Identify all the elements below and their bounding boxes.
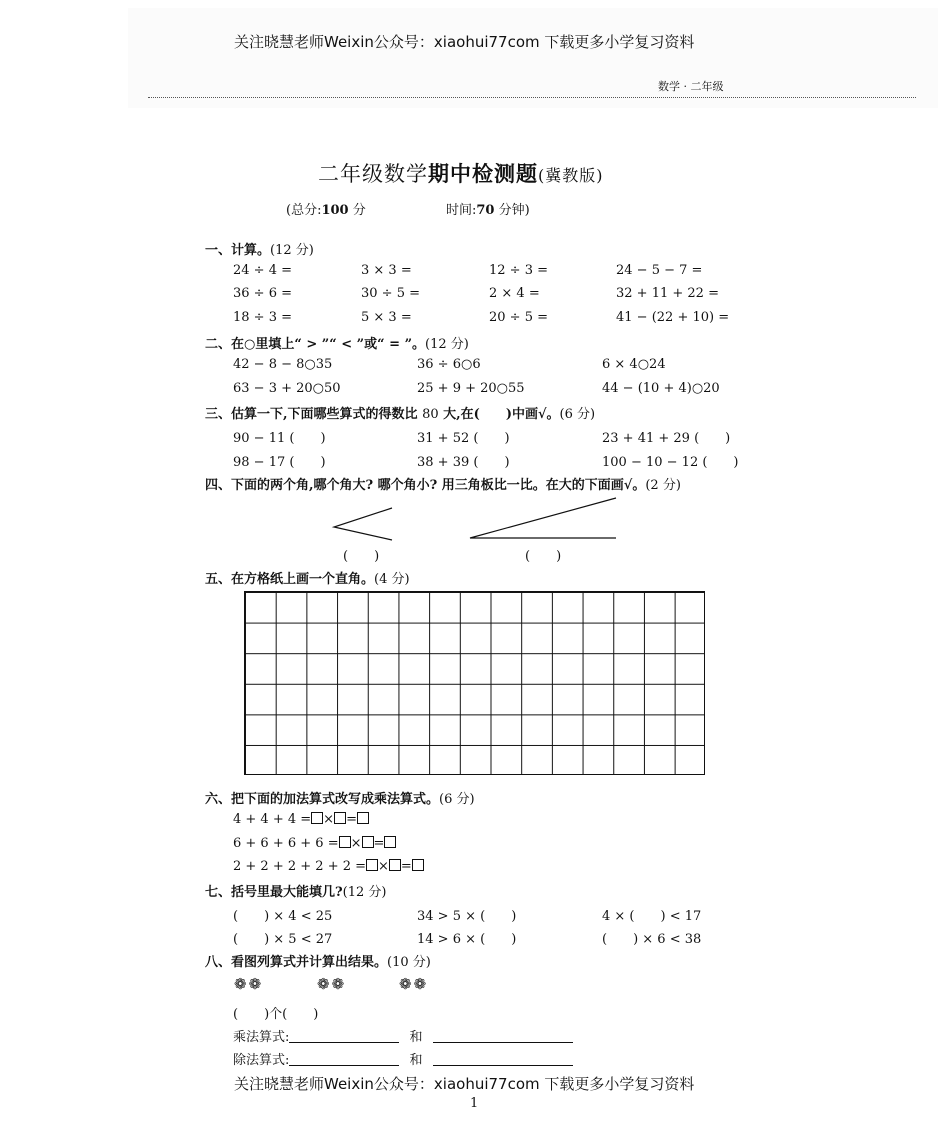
title-edition: (冀教版): [538, 166, 604, 185]
page-number: 1: [470, 1096, 479, 1111]
s6-addition: 2 + 2 + 2 + 2 + 2 =: [233, 859, 367, 874]
s1-item: 2 × 4 =: [489, 286, 540, 301]
s2-item: 63 − 3 + 20○50: [233, 381, 341, 396]
answer-box[interactable]: [389, 859, 401, 871]
title-part2: 期中检测题: [428, 161, 538, 186]
s7-item: 4 × ( ) < 17: [602, 909, 702, 924]
angle-left: [334, 508, 392, 540]
flower-group-2: ❁❁: [317, 975, 347, 993]
answer-box[interactable]: [339, 836, 351, 848]
grid-paper[interactable]: [244, 591, 705, 775]
flower-group-1: ❁❁: [234, 975, 264, 993]
s1-item: 5 × 3 =: [361, 310, 412, 325]
time-label: 时间:: [446, 203, 477, 218]
s7-item: ( ) × 6 < 38: [602, 932, 702, 947]
section-8-title: 八、看图列算式并计算出结果。: [205, 955, 388, 970]
angle-answer-right[interactable]: ( ): [525, 549, 562, 564]
section-1-title: 一、计算。: [205, 243, 271, 258]
s1-item: 41 − (22 + 10) =: [616, 310, 730, 325]
s3-item: 38 + 39 ( ): [417, 455, 510, 470]
multiplication-row: [233, 1026, 573, 1045]
equals-sign: =: [373, 836, 385, 851]
section-5-title: 五、在方格纸上画一个直角。: [205, 572, 375, 587]
header-band: [128, 8, 938, 108]
mult-label: 乘法算式:: [233, 1030, 290, 1045]
section-5-score: (4 分): [374, 572, 410, 587]
page-title: [318, 158, 604, 188]
s3-item: 23 + 41 + 29 ( ): [602, 431, 731, 446]
div-answer-line-2[interactable]: [433, 1053, 573, 1066]
section-7-score: (12 分): [342, 885, 387, 900]
and-label: 和: [409, 1030, 423, 1045]
s2-item: 36 ÷ 6○6: [417, 357, 481, 372]
s1-item: 24 − 5 − 7 =: [616, 263, 703, 278]
section-5-heading: [205, 568, 410, 587]
s1-item: 30 ÷ 5 =: [361, 286, 420, 301]
div-answer-line[interactable]: [289, 1053, 399, 1066]
angle-answer-left[interactable]: ( ): [343, 549, 380, 564]
div-label: 除法算式:: [233, 1053, 290, 1068]
section-2-heading: [205, 333, 469, 352]
answer-box[interactable]: [334, 812, 346, 824]
s1-item: 32 + 11 + 22 =: [616, 286, 719, 301]
answer-box[interactable]: [412, 859, 424, 871]
subject-tag: 数学 · 二年级: [658, 80, 724, 93]
s1-item: 36 ÷ 6 =: [233, 286, 292, 301]
section-6-title: 六、把下面的加法算式改写成乘法算式。: [205, 792, 440, 807]
section-4-score: (2 分): [645, 478, 681, 493]
s1-item: 20 ÷ 5 =: [489, 310, 548, 325]
section-3-score: (6 分): [559, 407, 596, 422]
angle-right: [470, 498, 616, 538]
section-2-score: (12 分): [425, 337, 469, 352]
and-label: 和: [409, 1053, 423, 1068]
s6-row: [233, 836, 396, 851]
title-part1: 二年级数学: [318, 162, 428, 186]
section-3-heading: [205, 403, 595, 422]
equals-sign: =: [400, 859, 412, 874]
section-4-title: 四、下面的两个角,哪个角大? 哪个角小? 用三角板比一比。在大的下面画√。: [205, 478, 646, 493]
times-sign: ×: [378, 859, 389, 874]
s2-item: 6 × 4○24: [602, 357, 666, 372]
total-score: [286, 199, 366, 218]
answer-box[interactable]: [311, 812, 323, 824]
header-banner: 关注晓慧老师Weixin公众号：xiaohui77com 下载更多小学复习资料: [234, 33, 695, 51]
section-1-score: (12 分): [270, 243, 314, 258]
equals-sign: =: [346, 812, 357, 827]
s6-row: [233, 859, 424, 874]
mult-answer-line-2[interactable]: [433, 1030, 573, 1043]
s3-item: 90 − 11 ( ): [233, 431, 326, 446]
section-3-number: 80: [422, 407, 439, 422]
answer-box[interactable]: [357, 812, 369, 824]
division-row: [233, 1049, 573, 1068]
section-3-title-rest: 大,在( )中画√。: [443, 407, 560, 422]
section-6-heading: [205, 788, 475, 807]
section-8-heading: [205, 951, 431, 970]
s2-item: 42 − 8 − 8○35: [233, 357, 333, 372]
s3-item: 31 + 52 ( ): [417, 431, 510, 446]
s7-item: ( ) × 5 < 27: [233, 932, 333, 947]
groups-blank[interactable]: ( )个( ): [233, 1007, 319, 1022]
section-7-title: 七、括号里最大能填几?: [205, 885, 343, 900]
s7-item: 14 > 6 × ( ): [417, 932, 517, 947]
section-7-heading: [205, 881, 386, 900]
section-4-heading: [205, 474, 681, 493]
section-1-heading: [205, 239, 314, 258]
total-value: 100: [321, 203, 349, 218]
times-sign: ×: [350, 836, 362, 851]
header-divider: [148, 97, 916, 98]
time-value: 70: [476, 203, 495, 218]
s1-item: 24 ÷ 4 =: [233, 263, 292, 278]
s3-item: 98 − 17 ( ): [233, 455, 326, 470]
s6-row: [233, 812, 369, 827]
answer-box[interactable]: [384, 836, 396, 848]
s2-item: 44 − (10 + 4)○20: [602, 381, 720, 396]
section-2-title: 二、在○里填上“ > ”“ < ”或“ = ”。: [205, 337, 426, 352]
section-3-title: 三、估算一下,下面哪些算式的得数比: [205, 407, 418, 422]
section-6-score: (6 分): [439, 792, 475, 807]
mult-answer-line[interactable]: [289, 1030, 399, 1043]
flower-group-3: ❁❁: [399, 975, 429, 993]
s6-addition: 6 + 6 + 6 + 6 =: [233, 836, 339, 851]
s3-item: 100 − 10 − 12 ( ): [602, 455, 739, 470]
times-sign: ×: [323, 812, 335, 827]
answer-box[interactable]: [362, 836, 374, 848]
s1-item: 18 ÷ 3 =: [233, 310, 292, 325]
s2-item: 25 + 9 + 20○55: [417, 381, 525, 396]
time-limit: [446, 199, 530, 218]
s6-addition: 4 + 4 + 4 =: [233, 812, 312, 827]
footer-banner: 关注晓慧老师Weixin公众号：xiaohui77com 下载更多小学复习资料: [234, 1075, 695, 1093]
section-8-score: (10 分): [387, 955, 431, 970]
time-unit: 分钟): [498, 203, 530, 218]
total-label: (总分:: [286, 203, 322, 218]
answer-box[interactable]: [366, 859, 378, 871]
s1-item: 12 ÷ 3 =: [489, 263, 548, 278]
total-unit: 分: [352, 203, 366, 218]
s7-item: ( ) × 4 < 25: [233, 909, 333, 924]
s1-item: 3 × 3 =: [361, 263, 412, 278]
angle-figures: [320, 495, 640, 545]
s7-item: 34 > 5 × ( ): [417, 909, 517, 924]
